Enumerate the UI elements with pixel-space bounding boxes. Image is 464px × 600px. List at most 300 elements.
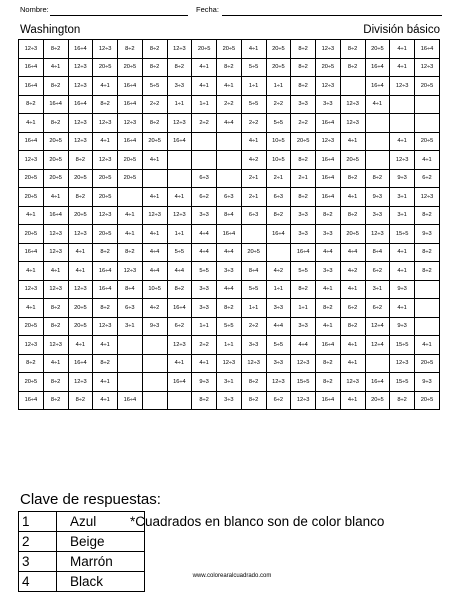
grid-cell: 3÷3	[291, 95, 316, 114]
grid-cell: 12÷3	[390, 354, 415, 373]
grid-cell	[415, 95, 440, 114]
grid-cell: 12÷3	[68, 132, 93, 151]
grid-cell: 16÷4	[365, 77, 390, 96]
grid-cell: 6÷2	[266, 391, 291, 410]
grid-cell	[415, 317, 440, 336]
grid-cell	[365, 354, 390, 373]
answer-key-table	[18, 511, 145, 592]
grid-cell: 16÷4	[118, 391, 143, 410]
grid-cell: 20÷5	[93, 169, 118, 188]
grid-cell: 6÷3	[241, 206, 266, 225]
grid-cell: 12÷3	[43, 336, 68, 355]
name-line	[50, 15, 188, 16]
grid-cell: 3÷3	[192, 206, 217, 225]
grid-cell: 20÷5	[19, 317, 44, 336]
grid-cell	[415, 114, 440, 133]
grid-cell: 6÷2	[167, 317, 192, 336]
grid-cell: 16÷4	[68, 95, 93, 114]
grid-cell: 2÷2	[142, 95, 167, 114]
grid-cell: 1÷1	[266, 77, 291, 96]
grid-cell: 20÷5	[365, 391, 390, 410]
grid-cell: 3÷1	[365, 280, 390, 299]
grid-cell: 4÷1	[142, 188, 167, 207]
grid-cell: 20÷5	[93, 188, 118, 207]
grid-cell: 9÷3	[390, 169, 415, 188]
grid-cell: 16÷4	[68, 354, 93, 373]
grid-cell: 8÷2	[291, 77, 316, 96]
grid-cell: 6÷3	[118, 299, 143, 318]
grid-cell: 20÷5	[142, 132, 167, 151]
grid-cell: 20÷5	[43, 151, 68, 170]
grid-cell: 12÷3	[316, 40, 341, 59]
grid-cell	[167, 391, 192, 410]
grid-cell: 4÷1	[340, 354, 365, 373]
grid-cell: 8÷2	[316, 373, 341, 392]
grid-cell: 20÷5	[415, 77, 440, 96]
grid-cell: 12÷3	[43, 243, 68, 262]
grid-cell: 20÷5	[340, 225, 365, 244]
grid-cell: 1÷1	[241, 77, 266, 96]
grid-cell: 4÷1	[390, 299, 415, 318]
grid-cell: 16÷4	[93, 262, 118, 281]
grid-cell: 8÷4	[217, 206, 242, 225]
grid-cell: 20÷5	[291, 132, 316, 151]
grid-cell: 20÷5	[68, 317, 93, 336]
grid-cell: 20÷5	[415, 354, 440, 373]
grid-cell: 8÷2	[93, 243, 118, 262]
grid-cell: 3÷3	[241, 336, 266, 355]
grid-row	[19, 114, 440, 133]
grid-cell: 10÷5	[266, 132, 291, 151]
grid-cell: 16÷4	[167, 299, 192, 318]
grid-cell: 8÷2	[142, 40, 167, 59]
grid-cell: 1÷1	[167, 95, 192, 114]
grid-cell	[167, 169, 192, 188]
grid-cell: 15÷5	[291, 373, 316, 392]
grid-cell: 8÷2	[43, 299, 68, 318]
grid-cell: 8÷2	[241, 373, 266, 392]
grid-cell: 20÷5	[19, 188, 44, 207]
grid-cell: 12÷3	[316, 77, 341, 96]
grid-cell: 2÷2	[291, 114, 316, 133]
grid-cell: 8÷2	[415, 262, 440, 281]
grid-cell: 12÷3	[68, 114, 93, 133]
grid-cell: 3÷1	[217, 373, 242, 392]
grid-cell: 4÷4	[192, 243, 217, 262]
grid-cell: 3÷3	[316, 262, 341, 281]
grid-cell: 16÷4	[118, 132, 143, 151]
grid-cell: 16÷4	[316, 336, 341, 355]
grid-cell	[192, 132, 217, 151]
grid-cell: 12÷3	[390, 151, 415, 170]
grid-cell: 4÷1	[43, 188, 68, 207]
grid-cell: 16÷4	[316, 169, 341, 188]
grid-cell: 8÷2	[68, 391, 93, 410]
grid-cell: 4÷1	[118, 206, 143, 225]
grid-cell: 4÷1	[93, 373, 118, 392]
grid-cell: 12÷3	[118, 262, 143, 281]
grid-cell: 20÷5	[266, 40, 291, 59]
grid-cell: 8÷2	[43, 373, 68, 392]
grid-cell: 4÷4	[340, 243, 365, 262]
grid-cell: 16÷4	[415, 40, 440, 59]
grid-cell: 20÷5	[68, 299, 93, 318]
grid-cell: 3÷3	[291, 206, 316, 225]
grid-cell: 12÷3	[217, 354, 242, 373]
grid-cell: 4÷1	[316, 280, 341, 299]
grid-cell: 12÷3	[68, 58, 93, 77]
grid-cell: 3÷3	[167, 77, 192, 96]
grid-cell: 8÷2	[340, 58, 365, 77]
worksheet-level: División básico	[363, 24, 440, 36]
grid-cell: 4÷1	[390, 262, 415, 281]
grid-cell: 6÷3	[217, 188, 242, 207]
grid-cell: 5÷5	[217, 317, 242, 336]
grid-cell: 4÷1	[390, 40, 415, 59]
grid-cell: 20÷5	[118, 151, 143, 170]
grid-cell: 8÷2	[167, 280, 192, 299]
grid-cell: 12÷3	[43, 225, 68, 244]
grid-cell: 8÷2	[93, 354, 118, 373]
grid-cell: 8÷2	[43, 391, 68, 410]
grid-cell: 8÷2	[93, 299, 118, 318]
grid-cell: 4÷1	[43, 354, 68, 373]
grid-cell: 4÷4	[266, 317, 291, 336]
grid-cell: 12÷3	[291, 354, 316, 373]
answer-key-color: Beige	[57, 532, 145, 552]
grid-cell: 2÷1	[291, 169, 316, 188]
grid-cell: 3÷3	[316, 225, 341, 244]
grid-cell: 4÷1	[217, 77, 242, 96]
grid-cell: 4÷1	[340, 336, 365, 355]
grid-cell: 12÷3	[68, 373, 93, 392]
grid-cell: 8÷2	[340, 317, 365, 336]
grid-cell: 20÷5	[118, 169, 143, 188]
grid-cell: 8÷2	[118, 40, 143, 59]
grid-cell: 16÷4	[19, 391, 44, 410]
grid-cell: 12÷3	[340, 95, 365, 114]
grid-cell	[390, 95, 415, 114]
grid-cell: 20÷5	[93, 225, 118, 244]
grid-cell: 20÷5	[68, 169, 93, 188]
grid-cell: 12÷3	[68, 225, 93, 244]
footer-url: www.colorearalcuadrado.com	[192, 573, 272, 579]
grid-cell: 2÷2	[266, 95, 291, 114]
grid-cell: 8÷2	[415, 206, 440, 225]
grid-cell: 1÷1	[192, 95, 217, 114]
grid-cell: 16÷4	[217, 225, 242, 244]
grid-cell: 12÷3	[415, 58, 440, 77]
grid-cell: 20÷5	[316, 58, 341, 77]
grid-cell: 4÷1	[19, 206, 44, 225]
grid-cell: 20÷5	[340, 151, 365, 170]
grid-cell: 4÷1	[19, 114, 44, 133]
grid-row	[19, 299, 440, 318]
grid-cell: 12÷3	[118, 114, 143, 133]
grid-cell: 16÷4	[266, 225, 291, 244]
grid-cell	[266, 243, 291, 262]
grid-cell	[167, 151, 192, 170]
grid-cell: 8÷2	[241, 391, 266, 410]
grid-cell: 12÷3	[167, 40, 192, 59]
grid-cell: 8÷2	[19, 95, 44, 114]
grid-cell: 6÷2	[340, 299, 365, 318]
grid-cell: 4÷4	[167, 262, 192, 281]
grid-cell: 20÷5	[266, 58, 291, 77]
grid-cell: 2÷2	[217, 95, 242, 114]
grid-cell: 2÷2	[241, 317, 266, 336]
grid-cell: 4÷1	[340, 280, 365, 299]
grid-row	[19, 391, 440, 410]
grid-cell: 15÷5	[390, 225, 415, 244]
grid-cell: 4÷1	[365, 95, 390, 114]
grid-cell: 16÷4	[365, 58, 390, 77]
grid-row	[19, 373, 440, 392]
grid-cell: 8÷2	[291, 151, 316, 170]
grid-cell: 8÷2	[68, 151, 93, 170]
grid-cell: 12÷3	[93, 151, 118, 170]
grid-cell: 5÷5	[142, 77, 167, 96]
grid-cell: 15÷5	[390, 373, 415, 392]
grid-cell: 20÷5	[415, 132, 440, 151]
grid-cell: 12÷3	[167, 114, 192, 133]
grid-cell	[118, 188, 143, 207]
grid-row	[19, 58, 440, 77]
grid-cell	[217, 169, 242, 188]
grid-cell: 4÷1	[68, 336, 93, 355]
grid-cell: 12÷3	[316, 132, 341, 151]
grid-cell: 12÷3	[167, 336, 192, 355]
grid-cell: 3÷3	[291, 225, 316, 244]
grid-cell: 6÷2	[365, 262, 390, 281]
grid-cell	[390, 114, 415, 133]
grid-cell	[241, 225, 266, 244]
grid-cell: 12÷3	[241, 354, 266, 373]
grid-cell: 3÷3	[192, 280, 217, 299]
grid-row	[19, 151, 440, 170]
answer-key-color: Azul	[57, 512, 145, 532]
grid-cell: 16÷4	[19, 132, 44, 151]
grid-cell: 8÷2	[43, 114, 68, 133]
grid-cell	[340, 77, 365, 96]
grid-cell: 9÷3	[365, 188, 390, 207]
grid-cell: 5÷5	[241, 95, 266, 114]
grid-cell: 12÷3	[19, 336, 44, 355]
grid-cell: 4÷2	[340, 262, 365, 281]
grid-cell: 4÷1	[192, 58, 217, 77]
grid-cell	[142, 391, 167, 410]
grid-cell: 12÷3	[93, 317, 118, 336]
grid-cell: 8÷2	[291, 280, 316, 299]
grid-cell: 8÷4	[241, 262, 266, 281]
grid-cell: 16÷4	[167, 373, 192, 392]
grid-cell: 8÷2	[43, 40, 68, 59]
grid-cell: 3÷1	[390, 188, 415, 207]
grid-cell: 8÷2	[43, 317, 68, 336]
grid-cell: 1÷1	[192, 317, 217, 336]
grid-cell	[142, 336, 167, 355]
date-label: Fecha:	[196, 5, 219, 14]
grid-cell: 1÷1	[291, 299, 316, 318]
grid-cell: 4÷1	[68, 262, 93, 281]
grid-cell: 8÷2	[167, 58, 192, 77]
grid-row	[19, 262, 440, 281]
grid-cell: 12÷3	[415, 188, 440, 207]
grid-cell: 20÷5	[365, 40, 390, 59]
grid-cell: 20÷5	[93, 58, 118, 77]
answer-key-title: Clave de respuestas:	[20, 491, 161, 508]
grid-cell: 8÷4	[118, 280, 143, 299]
grid-cell: 9÷3	[192, 373, 217, 392]
grid-cell: 8÷2	[340, 169, 365, 188]
grid-cell: 4÷1	[241, 132, 266, 151]
grid-cell: 12÷3	[390, 77, 415, 96]
grid-cell: 9÷3	[415, 225, 440, 244]
grid-row	[19, 132, 440, 151]
grid-cell: 8÷4	[365, 243, 390, 262]
grid-cell: 8÷2	[43, 77, 68, 96]
grid-cell: 8÷2	[340, 206, 365, 225]
grid-cell: 8÷2	[390, 391, 415, 410]
grid-cell: 16÷4	[43, 95, 68, 114]
grid-cell: 6÷2	[192, 188, 217, 207]
division-grid	[18, 39, 440, 410]
grid-cell: 12÷3	[291, 391, 316, 410]
grid-cell: 16÷4	[19, 77, 44, 96]
grid-cell: 12÷3	[142, 206, 167, 225]
grid-cell: 16÷4	[316, 151, 341, 170]
grid-cell	[142, 354, 167, 373]
grid-cell: 2÷2	[192, 114, 217, 133]
grid-cell: 8÷2	[365, 169, 390, 188]
grid-cell: 4÷1	[118, 225, 143, 244]
grid-cell: 4÷1	[93, 336, 118, 355]
grid-cell: 12÷3	[340, 114, 365, 133]
grid-cell: 16÷4	[19, 58, 44, 77]
grid-cell: 8÷2	[217, 58, 242, 77]
grid-cell: 3÷1	[118, 317, 143, 336]
grid-cell: 4÷1	[415, 151, 440, 170]
answer-key-number: 1	[19, 512, 57, 532]
grid-cell: 9÷3	[415, 373, 440, 392]
grid-cell: 5÷5	[291, 262, 316, 281]
grid-cell: 4÷1	[192, 354, 217, 373]
grid-cell: 12÷3	[19, 40, 44, 59]
grid-cell: 12÷3	[365, 225, 390, 244]
grid-cell: 5÷5	[241, 58, 266, 77]
grid-cell: 2÷2	[241, 114, 266, 133]
grid-cell: 4÷2	[266, 262, 291, 281]
grid-cell: 4÷4	[217, 280, 242, 299]
answer-key-number: 3	[19, 552, 57, 572]
grid-cell: 10÷5	[142, 280, 167, 299]
grid-cell: 8÷2	[291, 40, 316, 59]
grid-cell: 8÷2	[192, 391, 217, 410]
grid-cell: 4÷4	[142, 243, 167, 262]
grid-cell: 3÷3	[316, 95, 341, 114]
grid-cell	[118, 354, 143, 373]
grid-cell: 16÷4	[93, 280, 118, 299]
grid-row	[19, 225, 440, 244]
grid-cell: 4÷1	[340, 391, 365, 410]
grid-cell: 1÷1	[217, 336, 242, 355]
grid-cell: 4÷1	[19, 299, 44, 318]
grid-cell: 4÷1	[19, 262, 44, 281]
grid-cell: 4÷1	[142, 225, 167, 244]
grid-row	[19, 243, 440, 262]
grid-cell: 3÷1	[390, 206, 415, 225]
grid-cell: 6÷2	[365, 299, 390, 318]
grid-cell: 15÷5	[390, 336, 415, 355]
grid-cell: 5÷5	[266, 114, 291, 133]
grid-cell: 6÷3	[266, 188, 291, 207]
grid-cell: 4÷1	[316, 317, 341, 336]
grid-cell: 8÷2	[291, 58, 316, 77]
grid-row	[19, 317, 440, 336]
grid-cell: 16÷4	[316, 391, 341, 410]
worksheet-title: Washington	[20, 24, 81, 36]
grid-cell: 5÷5	[241, 280, 266, 299]
grid-cell: 12÷3	[93, 40, 118, 59]
grid-cell: 20÷5	[118, 58, 143, 77]
grid-cell: 3÷3	[266, 354, 291, 373]
grid-row	[19, 336, 440, 355]
grid-cell: 12÷3	[43, 280, 68, 299]
answer-key-row	[19, 532, 145, 552]
grid-cell: 8÷2	[68, 188, 93, 207]
date-line	[222, 15, 442, 16]
grid-cell: 3÷3	[365, 206, 390, 225]
grid-cell: 20÷5	[19, 373, 44, 392]
grid-cell	[415, 280, 440, 299]
grid-cell: 3÷3	[291, 317, 316, 336]
grid-cell: 4÷2	[241, 151, 266, 170]
grid-cell: 4÷1	[167, 354, 192, 373]
answer-key-row	[19, 512, 145, 532]
answer-key-row	[19, 552, 145, 572]
grid-cell: 6÷2	[415, 169, 440, 188]
grid-cell: 12÷3	[167, 206, 192, 225]
grid-cell: 12÷3	[93, 114, 118, 133]
grid-cell: 12÷3	[266, 373, 291, 392]
grid-cell: 8÷2	[93, 95, 118, 114]
grid-cell: 4÷2	[142, 299, 167, 318]
grid-cell	[192, 151, 217, 170]
grid-cell: 4÷1	[340, 132, 365, 151]
grid-cell: 8÷2	[415, 243, 440, 262]
grid-cell	[217, 132, 242, 151]
grid-row	[19, 95, 440, 114]
grid-cell: 3÷3	[217, 391, 242, 410]
grid-cell: 4÷1	[390, 58, 415, 77]
name-label: Nombre:	[20, 5, 49, 14]
grid-cell: 8÷2	[118, 243, 143, 262]
grid-cell: 4÷1	[43, 262, 68, 281]
answer-key-number: 2	[19, 532, 57, 552]
grid-cell: 12÷3	[19, 280, 44, 299]
grid-cell: 8÷2	[316, 299, 341, 318]
grid-cell: 4÷1	[390, 132, 415, 151]
grid-cell: 12÷3	[340, 373, 365, 392]
grid-cell: 20÷5	[68, 206, 93, 225]
grid-row	[19, 354, 440, 373]
grid-cell: 12÷3	[93, 206, 118, 225]
grid-cell: 4÷4	[192, 225, 217, 244]
grid-cell: 9÷3	[390, 280, 415, 299]
grid-row	[19, 40, 440, 59]
grid-cell: 4÷1	[43, 58, 68, 77]
grid-cell: 2÷1	[266, 169, 291, 188]
